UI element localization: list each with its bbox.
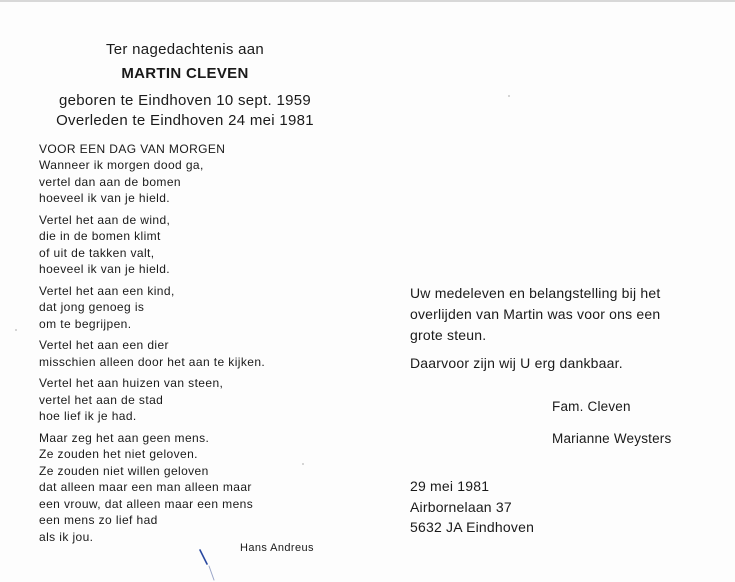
- poem-line: Vertel het aan een dier: [39, 338, 169, 352]
- thanks-message: [410, 283, 730, 346]
- poem-line: als ik jou.: [39, 529, 94, 544]
- poem-line: Vertel het aan een kind,: [39, 283, 175, 298]
- gratitude-line: Daarvoor zijn wij U erg dankbaar.: [410, 355, 623, 371]
- poem-line: Vertel het aan de wind,: [39, 212, 171, 227]
- thanks-line: grote steun.: [410, 327, 487, 343]
- poem-line: om te begrijpen.: [39, 316, 132, 331]
- poem-line: hoe lief ik je had.: [39, 409, 137, 423]
- poem-line: of uit de takken valt,: [39, 245, 155, 260]
- poem-stanza: [39, 283, 359, 333]
- paper-speck: [508, 95, 510, 97]
- poem-line: Ze zouden niet willen geloven: [39, 463, 209, 478]
- poem-body: [39, 157, 359, 545]
- paper-speck: [302, 463, 304, 465]
- address-street: Airbornelaan 37: [410, 498, 512, 515]
- partner-signature: Marianne Weysters: [552, 431, 672, 446]
- poem-stanza: [39, 157, 359, 207]
- poem-line: hoeveel ik van je hield.: [39, 191, 171, 205]
- poem-line: vertel dan aan de bomen: [39, 174, 181, 189]
- poem-line: dat jong genoeg is: [39, 300, 145, 314]
- poem-line: Wanneer ik morgen dood ga,: [39, 158, 204, 172]
- poem-line: Ze zouden het niet geloven.: [39, 447, 198, 461]
- poem-line: een mens zo lief had: [39, 513, 158, 527]
- pen-mark-icon: [198, 548, 218, 582]
- poem-line: dat alleen maar een man alleen maar: [39, 480, 252, 494]
- poem: [39, 141, 359, 550]
- poem-line: Maar zeg het aan geen mens.: [39, 430, 210, 445]
- poem-line: hoeveel ik van je hield.: [39, 262, 171, 276]
- poem-line: vertel het aan de stad: [39, 392, 164, 407]
- death-line: Overleden te Eindhoven 24 mei 1981: [56, 112, 314, 129]
- address-block: [410, 476, 534, 538]
- poem-title: VOOR EEN DAG VAN MORGEN: [39, 142, 226, 156]
- thanks-line: Uw medeleven en belangstelling bij het: [410, 285, 661, 301]
- poem-stanza: [39, 212, 359, 278]
- paper-speck: [15, 329, 17, 331]
- thanks-line: overlijden van Martin was voor ons een: [410, 306, 661, 322]
- poem-author: Hans Andreus: [240, 542, 314, 554]
- poem-line: die in de bomen klimt: [39, 229, 161, 243]
- birth-line: geboren te Eindhoven 10 sept. 1959: [58, 92, 312, 109]
- right-panel: [370, 0, 735, 582]
- address-date: 29 mei 1981: [410, 478, 490, 494]
- address-city: 5632 JA Eindhoven: [410, 519, 535, 535]
- poem-line: Vertel het aan huizen van steen,: [39, 376, 224, 390]
- poem-stanza: [39, 337, 359, 370]
- poem-line: een vrouw, dat alleen maar een mens: [39, 496, 254, 511]
- poem-line: misschien alleen door het aan te kijken.: [39, 354, 266, 369]
- poem-stanza: [39, 375, 359, 425]
- family-signature: Fam. Cleven: [552, 399, 631, 414]
- memorial-heading: Ter nagedachtenis aan: [105, 41, 265, 58]
- poem-stanza: [39, 430, 359, 546]
- deceased-name: MARTIN CLEVEN: [121, 65, 249, 82]
